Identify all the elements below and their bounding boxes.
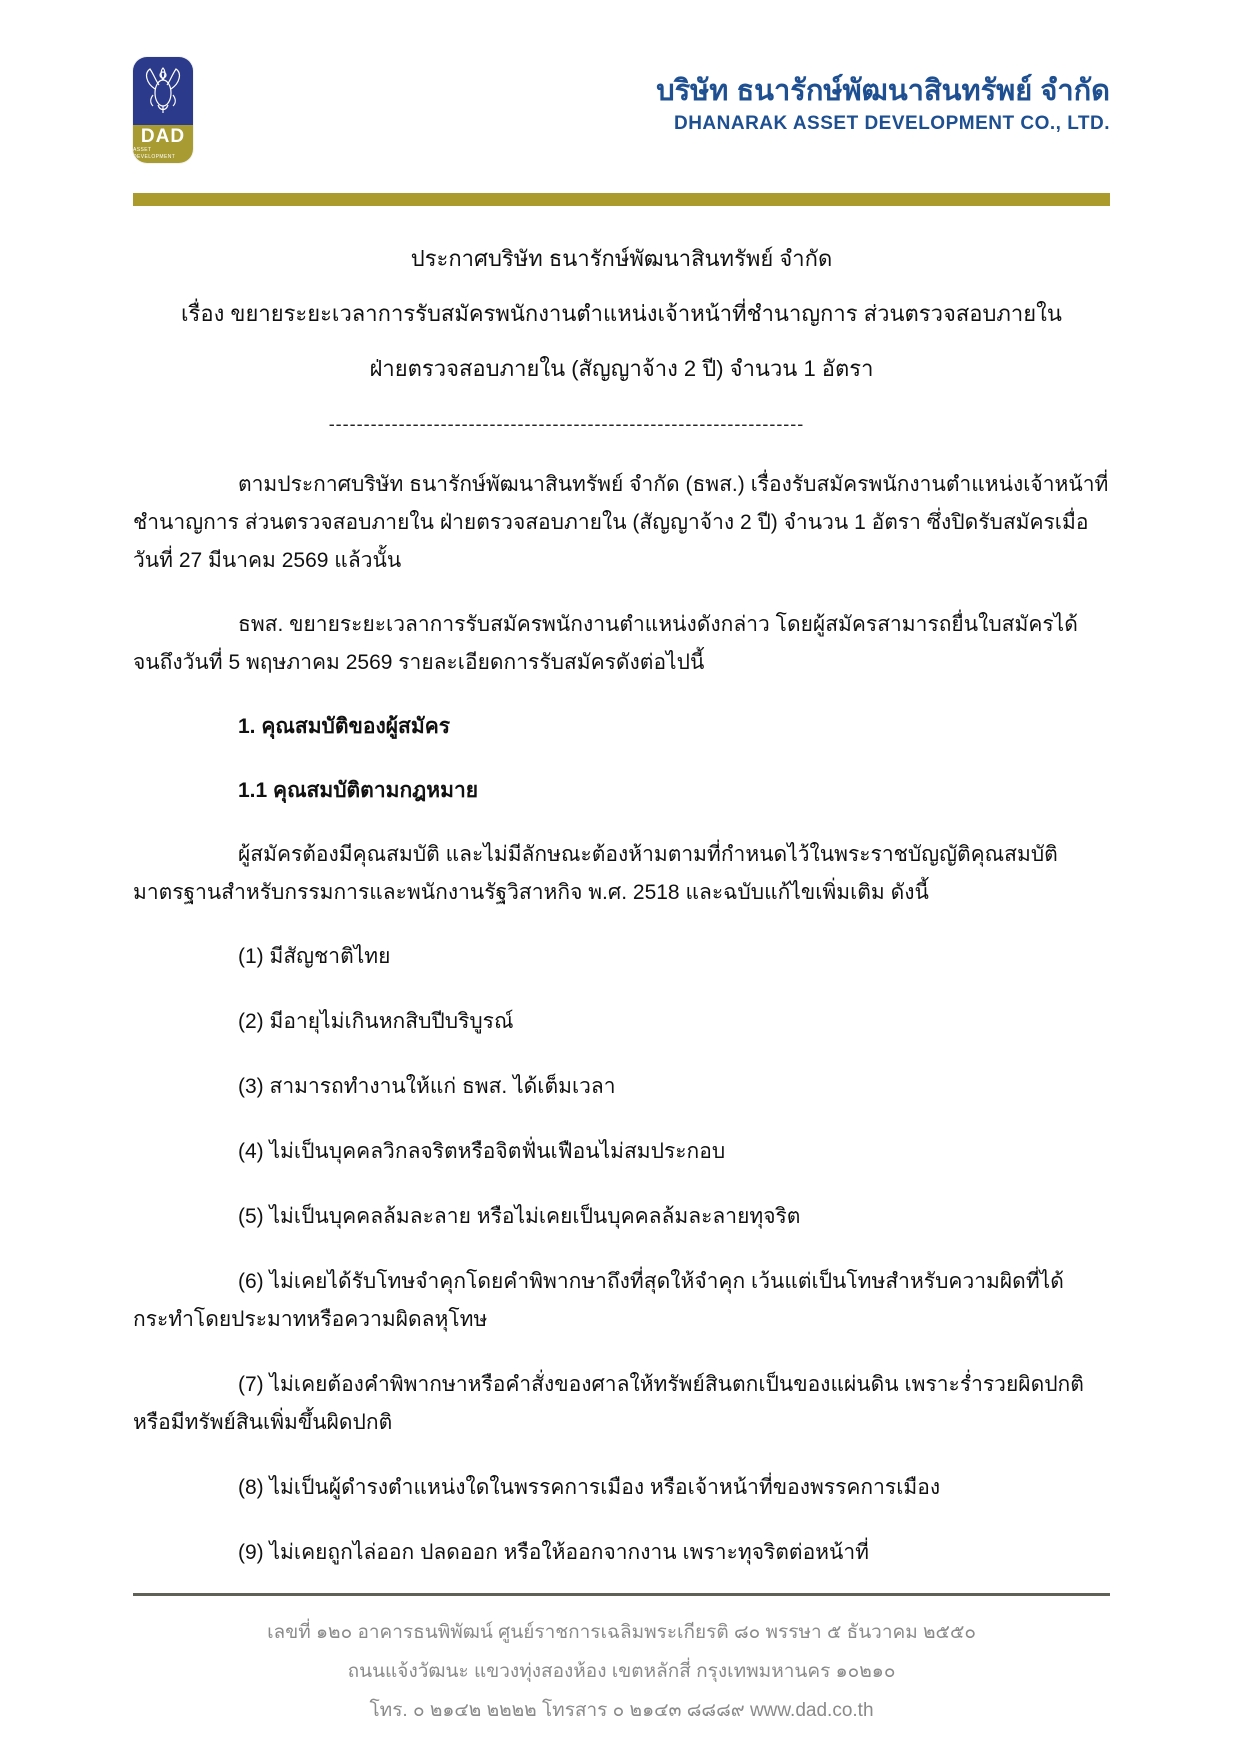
- dad-logo-subtitle: ASSET DEVELOPMENT: [133, 147, 176, 160]
- footer-divider: [133, 1593, 1110, 1596]
- title-line-3: ฝ่ายตรวจสอบภายใน (สัญญาจ้าง 2 ปี) จำนวน 1 อัตรา: [369, 356, 874, 381]
- company-name-english: DHANARAK ASSET DEVELOPMENT CO., LTD.: [673, 113, 1110, 134]
- title-line-2: เรื่อง ขยายระยะเวลาการรับสมัครพนักงานตำแหน่งเจ้าหน้าที่ชำนาญการ ส่วนตรวจสอบภายใน: [181, 301, 1062, 326]
- footer-address-block: [133, 1613, 1110, 1730]
- footer-address-line-2: ถนนแจ้งวัฒนะ แขวงทุ่งสองห้อง เขตหลักสี่ กรุงเทพมหานคร ๑๐๒๑๐: [347, 1661, 896, 1682]
- list-item: (7) ไม่เคยต้องคำพิพากษาหรือคำสั่งของศาลให้ทรัพย์สินตกเป็นของแผ่นดิน เพราะร่ำรวยผิดปกติหรือมีทรัพย์สินเพิ่มขึ้นผิดปกติ: [133, 1373, 1084, 1434]
- dad-logo-acronym: DAD: [140, 126, 186, 147]
- list-item: (2) มีอายุไม่เกินหกสิบปีบริบูรณ์: [238, 1010, 514, 1033]
- announcement-title: [133, 243, 1110, 440]
- footer-contact-line: โทร. ๐ ๒๑๔๒ ๒๒๒๒ โทรสาร ๐ ๒๑๔๓ ๘๘๘๙ www.dad.co.th: [369, 1700, 874, 1721]
- list-item: (8) ไม่เป็นผู้ดำรงตำแหน่งใดในพรรคการเมือง หรือเจ้าหน้าที่ของพรรคการเมือง: [238, 1476, 941, 1499]
- garuda-emblem-icon: [133, 57, 193, 125]
- list-item: (3) สามารถทำงานให้แก่ ธพส. ได้เต็มเวลา: [238, 1075, 616, 1098]
- list-item: (6) ไม่เคยได้รับโทษจำคุกโดยคำพิพากษาถึงที่สุดให้จำคุก เว้นแต่เป็นโทษสำหรับความผิดที่ได้กระทำโดยประมาทหรือความผิดลหุโทษ: [133, 1270, 1064, 1331]
- title-line-1: ประกาศบริษัท ธนารักษ์พัฒนาสินทรัพย์ จำกัด: [410, 246, 833, 271]
- page-footer: [133, 1593, 1110, 1730]
- document-body: [133, 466, 1110, 1572]
- list-item: (5) ไม่เป็นบุคคลล้มละลาย หรือไม่เคยเป็นบุคคลล้มละลายทุจริต: [238, 1205, 801, 1228]
- section-1-heading: 1. คุณสมบัติของผู้สมัคร: [238, 715, 451, 738]
- dad-logo: [133, 57, 193, 163]
- section-1-1-intro: ผู้สมัครต้องมีคุณสมบัติ และไม่มีลักษณะต้องห้ามตามที่กำหนดไว้ในพระราชบัญญัติคุณสมบัติมาตรฐานสำหรับกรรมการและพนักงานรัฐวิสาหกิจ พ.ศ. 2518 และฉบับแก้ไขเพิ่มเติม ดังนี้: [133, 843, 1058, 904]
- list-item: (1) มีสัญชาติไทย: [238, 945, 391, 968]
- company-name-thai: บริษัท ธนารักษ์พัฒนาสินทรัพย์ จำกัด: [656, 75, 1110, 107]
- paragraph-extension: ธพส. ขยายระยะเวลาการรับสมัครพนักงานตำแหน่งดังกล่าว โดยผู้สมัครสามารถยื่นใบสมัครได้จนถึงวันที่ 5 พฤษภาคม 2569 รายละเอียดการรับสมัครดังต่อไปนี้: [133, 613, 1078, 674]
- list-item: (4) ไม่เป็นบุคคลวิกลจริตหรือจิตฟั่นเฟือนไม่สมประกอบ: [238, 1140, 726, 1163]
- dashed-separator: --------------------------------------------------------------------: [328, 414, 805, 434]
- letterhead: [133, 0, 1110, 163]
- paragraph-intro: ตามประกาศบริษัท ธนารักษ์พัฒนาสินทรัพย์ จำกัด (ธพส.) เรื่องรับสมัครพนักงานตำแหน่งเจ้าหน้าที่ชำนาญการ ส่วนตรวจสอบภายใน ฝ่ายตรวจสอบภายใน (สัญญาจ้าง 2 ปี) จำนวน 1 อัตรา ซึ่งปิดรับสมัครเมื่อวันที่ 27 มีนาคม 2569 แล้วนั้น: [133, 473, 1109, 572]
- footer-address-line-1: เลขที่ ๑๒๐ อาคารธนพิพัฒน์ ศูนย์ราชการเฉลิมพระเกียรติ ๘๐ พรรษา ๕ ธันวาคม ๒๕๕๐: [267, 1622, 976, 1643]
- company-name-block: [656, 57, 1110, 139]
- section-1-1-heading: 1.1 คุณสมบัติตามกฎหมาย: [238, 779, 479, 802]
- list-item: (9) ไม่เคยถูกไล่ออก ปลดออก หรือให้ออกจากงาน เพราะทุจริตต่อหน้าที่: [238, 1541, 870, 1564]
- gold-divider-bar: [133, 193, 1110, 206]
- dad-logo-base: [133, 125, 193, 163]
